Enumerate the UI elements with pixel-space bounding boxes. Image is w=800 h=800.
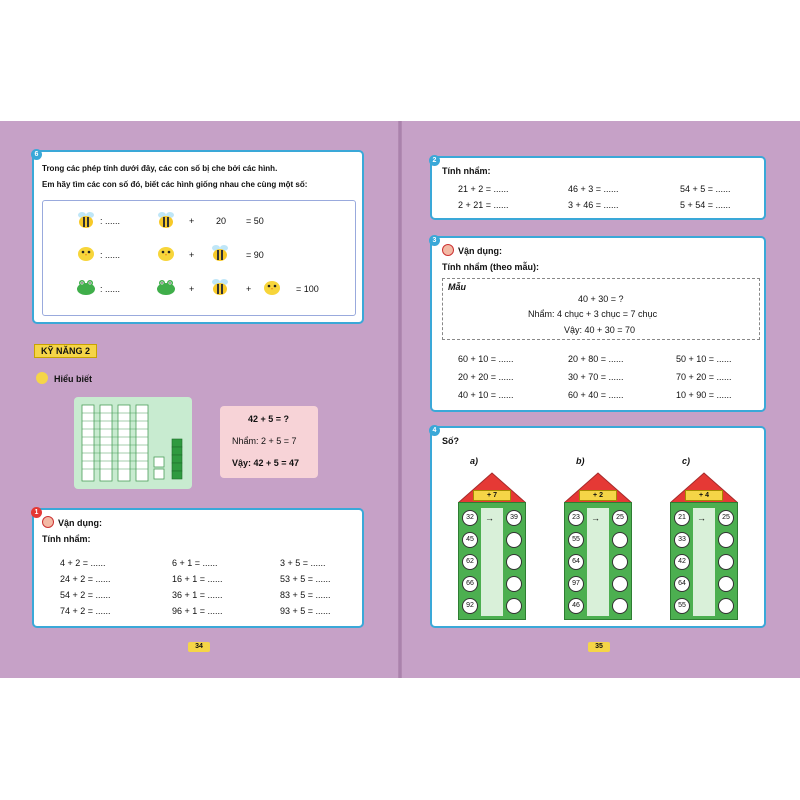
answer-blank[interactable] [506, 576, 522, 592]
arrow-right-icon: → [591, 513, 600, 523]
base-ten-blocks [74, 397, 192, 489]
answer-blank[interactable] [612, 532, 628, 548]
example-answer: Vậy: 42 + 5 = 47 [232, 458, 300, 468]
plus-sign: + [189, 250, 195, 260]
blank-answer: : ...... [100, 216, 121, 226]
equation: 24 + 2 = ...... [60, 574, 111, 584]
equation: 83 + 5 = ...... [280, 590, 331, 600]
exercise-3-subtitle: Tính nhẩm (theo mẫu): [442, 262, 539, 272]
given-number: 92 [462, 598, 478, 614]
result: = 100 [296, 284, 319, 294]
equation: 6 + 1 = ...... [172, 558, 218, 568]
exercise-number: 3 [429, 235, 440, 246]
answer-blank[interactable] [612, 576, 628, 592]
sample-label: Mẫu [448, 282, 466, 292]
given-number: 45 [462, 532, 478, 548]
answer-number[interactable]: 25 [718, 510, 734, 526]
equation: 50 + 10 = ...... [676, 354, 732, 364]
skill-banner: KỸ NĂNG 2 [34, 344, 97, 358]
sample-mental: Nhẩm: 4 chục + 3 chục = 7 chục [528, 309, 658, 319]
exercise-1-title: Vận dụng: [58, 518, 102, 528]
student-icon [42, 516, 54, 528]
equation: 5 + 54 = ...... [680, 200, 731, 210]
number-house [564, 472, 632, 620]
equation: 60 + 10 = ...... [458, 354, 514, 364]
exercise-1-card [32, 508, 364, 628]
answer-blank[interactable] [718, 532, 734, 548]
exercise-4-card [430, 426, 766, 628]
number-house [458, 472, 526, 620]
equation: 16 + 1 = ...... [172, 574, 223, 584]
house-label: c) [682, 456, 691, 466]
given-number: 32 [462, 510, 478, 526]
answer-blank[interactable] [718, 576, 734, 592]
exercise-number: 6 [31, 149, 42, 160]
answer-blank[interactable] [718, 554, 734, 570]
answer-blank[interactable] [506, 598, 522, 614]
answer-blank[interactable] [506, 532, 522, 548]
arrow-right-icon: → [697, 513, 706, 523]
given-number: 23 [568, 510, 584, 526]
answer-number[interactable]: 25 [612, 510, 628, 526]
exercise-number: 4 [429, 425, 440, 436]
example-question: 42 + 5 = ? [248, 414, 290, 424]
house-label: a) [470, 456, 479, 466]
answer-blank[interactable] [718, 598, 734, 614]
exercise-6-line1: Trong các phép tính dưới đây, các con số bị che bởi các hình. [42, 164, 278, 173]
exercise-3-card [430, 236, 766, 412]
exercise-number: 2 [429, 155, 440, 166]
house-center-column [693, 508, 715, 616]
student-icon [442, 244, 454, 256]
equation: 40 + 10 = ...... [458, 390, 514, 400]
example-box [220, 406, 318, 478]
house-center-column [587, 508, 609, 616]
lightbulb-icon [36, 372, 48, 384]
arrow-right-icon: → [485, 513, 494, 523]
blank-answer: : ...... [100, 284, 121, 294]
given-number: 46 [568, 598, 584, 614]
equation: 70 + 20 = ...... [676, 372, 732, 382]
given-number: 97 [568, 576, 584, 592]
result: = 50 [246, 216, 264, 226]
sample-answer: Vậy: 40 + 30 = 70 [564, 325, 636, 335]
sample-question: 40 + 30 = ? [578, 294, 624, 304]
equation: 20 + 20 = ...... [458, 372, 514, 382]
given-number: 62 [462, 554, 478, 570]
equation: 54 + 5 = ...... [680, 184, 731, 194]
rule-sign: + 7 [473, 490, 511, 501]
equation: 74 + 2 = ...... [60, 606, 111, 616]
equation: 96 + 1 = ...... [172, 606, 223, 616]
bee-icon [76, 209, 96, 229]
given-number: 21 [674, 510, 690, 526]
bee-icon [156, 209, 176, 229]
answer-number[interactable]: 39 [506, 510, 522, 526]
result: = 90 [246, 250, 264, 260]
equation: 93 + 5 = ...... [280, 606, 331, 616]
given-number: 42 [674, 554, 690, 570]
house-label: b) [576, 456, 585, 466]
given-number: 64 [674, 576, 690, 592]
exercise-2-title: Tính nhẩm: [442, 166, 491, 176]
given-number: 33 [674, 532, 690, 548]
bee-icon [210, 242, 230, 262]
equation: 21 + 2 = ...... [458, 184, 509, 194]
equation: 53 + 5 = ...... [280, 574, 331, 584]
page-number: 34 [188, 642, 210, 652]
equation: 3 + 5 = ...... [280, 558, 326, 568]
number-house [670, 472, 738, 620]
answer-blank[interactable] [506, 554, 522, 570]
equation: 4 + 2 = ...... [60, 558, 106, 568]
equation: 54 + 2 = ...... [60, 590, 111, 600]
chick-icon [156, 244, 176, 262]
equation: 2 + 21 = ...... [458, 200, 509, 210]
value-20: 20 [216, 216, 227, 226]
plus-sign: + [189, 216, 195, 226]
answer-blank[interactable] [612, 598, 628, 614]
frog-icon [76, 278, 96, 296]
rule-sign: + 4 [685, 490, 723, 501]
blank-answer: : ...... [100, 250, 121, 260]
exercise-4-title: Số? [442, 436, 459, 446]
exercise-3-title: Vận dụng: [458, 246, 502, 256]
equation: 36 + 1 = ...... [172, 590, 223, 600]
book-spine [398, 121, 402, 678]
equation: 30 + 70 = ...... [568, 372, 624, 382]
example-mental: Nhẩm: 2 + 5 = 7 [232, 436, 297, 446]
exercise-6-card [32, 150, 364, 324]
exercise-1-subtitle: Tính nhẩm: [42, 534, 91, 544]
given-number: 66 [462, 576, 478, 592]
equation: 20 + 80 = ...... [568, 354, 624, 364]
equation: 3 + 46 = ...... [568, 200, 619, 210]
equation: 10 + 90 = ...... [676, 390, 732, 400]
plus-sign: + [189, 284, 195, 294]
exercise-number: 1 [31, 507, 42, 518]
given-number: 64 [568, 554, 584, 570]
answer-blank[interactable] [612, 554, 628, 570]
house-center-column [481, 508, 503, 616]
page-number: 35 [588, 642, 610, 652]
chick-icon [262, 278, 282, 296]
given-number: 55 [568, 532, 584, 548]
equation: 60 + 40 = ...... [568, 390, 624, 400]
exercise-2-card [430, 156, 766, 220]
bee-icon [210, 276, 230, 296]
equation: 46 + 3 = ...... [568, 184, 619, 194]
plus-sign: + [246, 284, 252, 294]
given-number: 55 [674, 598, 690, 614]
rule-sign: + 2 [579, 490, 617, 501]
chick-icon [76, 244, 96, 262]
frog-icon [156, 278, 176, 296]
exercise-6-line2: Em hãy tìm các con số đó, biết các hình giống nhau che cùng một số: [42, 180, 308, 189]
understand-label: Hiểu biết [54, 374, 93, 384]
